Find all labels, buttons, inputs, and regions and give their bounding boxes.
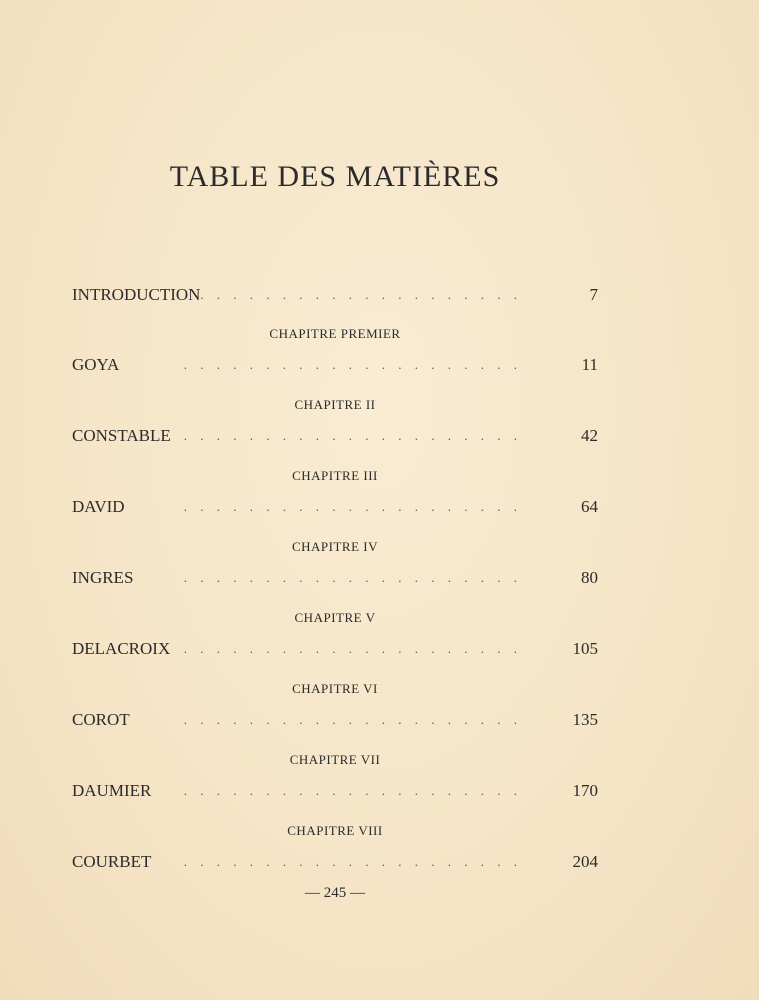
toc-entry-daumier xyxy=(72,779,598,803)
page-folio: — 245 — xyxy=(305,885,365,901)
dot-leader: . . . . . . . . . . . . . . . . . . . . . xyxy=(183,712,522,727)
toc-page-number: 204 xyxy=(572,852,598,871)
dot-leader: . . . . . . . . . . . . . . . . . . . . . xyxy=(183,428,522,443)
dot-leader: . . . . . . . . . . . . . . . . . . . . . xyxy=(183,499,522,514)
dot-leader: . . . . . . . . . . . . . . . . . . . . . xyxy=(183,641,522,656)
dot-leader: . . . . . . . . . . . . . . . . . . . . . xyxy=(183,570,522,585)
toc-page-number: 64 xyxy=(581,497,598,516)
dot-leader: . . . . . . . . . . . . . . . . . . . . . xyxy=(183,854,522,869)
toc-page-number: 170 xyxy=(572,781,598,800)
chapter-heading: CHAPITRE V xyxy=(294,610,376,625)
toc-entry-introduction xyxy=(72,283,598,307)
dot-leader: . . . . . . . . . . . . . . . . . . . . . xyxy=(183,783,522,798)
toc-entry-name: DAVID xyxy=(72,497,125,516)
toc-entry-constable xyxy=(72,424,598,448)
toc-entry-goya xyxy=(72,353,598,377)
chapter-heading: CHAPITRE II xyxy=(294,397,376,412)
chapter-heading: CHAPITRE VIII xyxy=(287,823,383,838)
toc-page-number: 7 xyxy=(589,285,598,304)
dot-leader: . . . . . . . . . . . . . . . . . . . . . xyxy=(183,287,522,302)
chapter-heading: CHAPITRE VII xyxy=(289,752,381,767)
toc-page-number: 135 xyxy=(572,710,598,729)
toc-entry-courbet xyxy=(72,850,598,874)
toc-entry-name: INTRODUCTION xyxy=(72,285,201,304)
toc-entry-delacroix xyxy=(72,637,598,661)
toc-page-number: 42 xyxy=(581,426,598,445)
toc-entry-corot xyxy=(72,708,598,732)
toc-entry-ingres xyxy=(72,566,598,590)
dot-leader: . . . . . . . . . . . . . . . . . . . . . xyxy=(183,357,522,372)
toc-page-number: 105 xyxy=(572,639,598,658)
toc-entry-david xyxy=(72,495,598,519)
toc-entry-name: CONSTABLE xyxy=(72,426,171,445)
chapter-heading: CHAPITRE III xyxy=(292,468,378,483)
toc-entry-name: COURBET xyxy=(72,852,152,871)
toc-entry-name: COROT xyxy=(72,710,130,729)
toc-entry-name: GOYA xyxy=(72,355,120,374)
toc-entry-name: DELACROIX xyxy=(72,639,171,658)
chapter-heading: CHAPITRE IV xyxy=(291,539,379,554)
chapter-heading: CHAPITRE VI xyxy=(292,681,378,696)
page-title: TABLE DES MATIÈRES xyxy=(169,160,501,193)
toc-entry-name: INGRES xyxy=(72,568,134,587)
toc-page-number: 11 xyxy=(581,355,598,374)
chapter-heading: CHAPITRE PREMIER xyxy=(269,326,401,341)
toc-page-number: 80 xyxy=(581,568,598,587)
toc-entry-name: DAUMIER xyxy=(72,781,152,800)
